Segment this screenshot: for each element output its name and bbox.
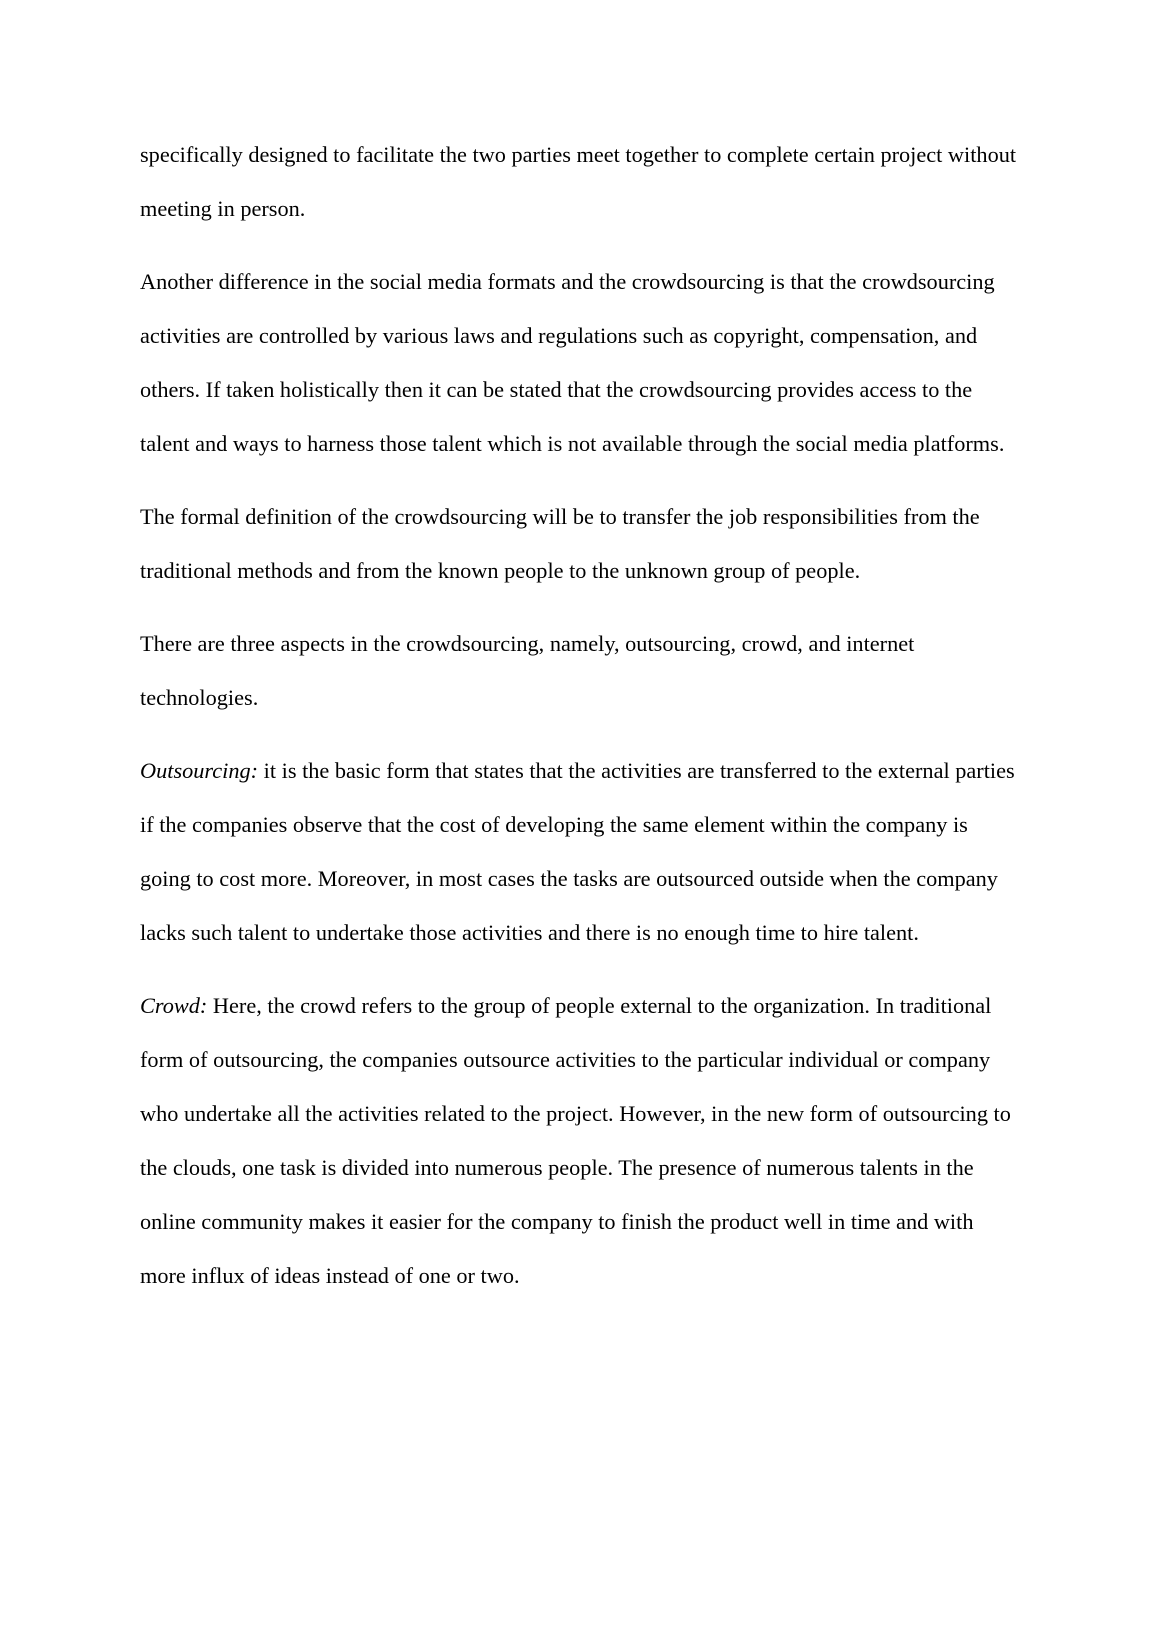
paragraph-three-aspects bbox=[140, 617, 1020, 725]
paragraph-text: The formal definition of the crowdsourcing will be to transfer the job responsibilities from the traditional methods and from the known people to the unknown group of people. bbox=[140, 504, 980, 583]
term-outsourcing: Outsourcing: bbox=[140, 758, 259, 783]
paragraph-text: There are three aspects in the crowdsourcing, namely, outsourcing, crowd, and internet technologies. bbox=[140, 631, 915, 710]
paragraph-text: Here, the crowd refers to the group of people external to the organization. In traditional form of outsourcing, the companies outsource activities to the particular individual or company who undertake all the activities related to the project. However, in the new form of outsourcing to the clouds, one task is divided into numerous people. The presence of numerous talents in the online community makes it easier for the company to finish the product well in time and with more influx of ideas instead of one or two. bbox=[140, 993, 1011, 1288]
paragraph-text: specifically designed to facilitate the two parties meet together to complete certain project without meeting in person. bbox=[140, 142, 1017, 221]
paragraph-crowd bbox=[140, 979, 1020, 1303]
paragraph-social-media-difference bbox=[140, 255, 1020, 471]
term-crowd: Crowd: bbox=[140, 993, 208, 1018]
paragraph-formal-definition bbox=[140, 490, 1020, 598]
paragraph-text: it is the basic form that states that the activities are transferred to the external parties if the companies observe that the cost of developing the same element within the company is going to cost more. Moreover, in most cases the tasks are outsourced outside when the company lacks such talent to undertake those activities and there is no enough time to hire talent. bbox=[140, 758, 1015, 945]
paragraph-outsourcing bbox=[140, 744, 1020, 960]
paragraph-continuation bbox=[140, 128, 1020, 236]
paragraph-text: Another difference in the social media formats and the crowdsourcing is that the crowdsourcing activities are controlled by various laws and regulations such as copyright, compensation, and others. If taken holistically then it can be stated that the crowdsourcing provides access to the talent and ways to harness those talent which is not available through the social media platforms. bbox=[140, 269, 1005, 456]
document-body bbox=[140, 128, 1020, 1303]
